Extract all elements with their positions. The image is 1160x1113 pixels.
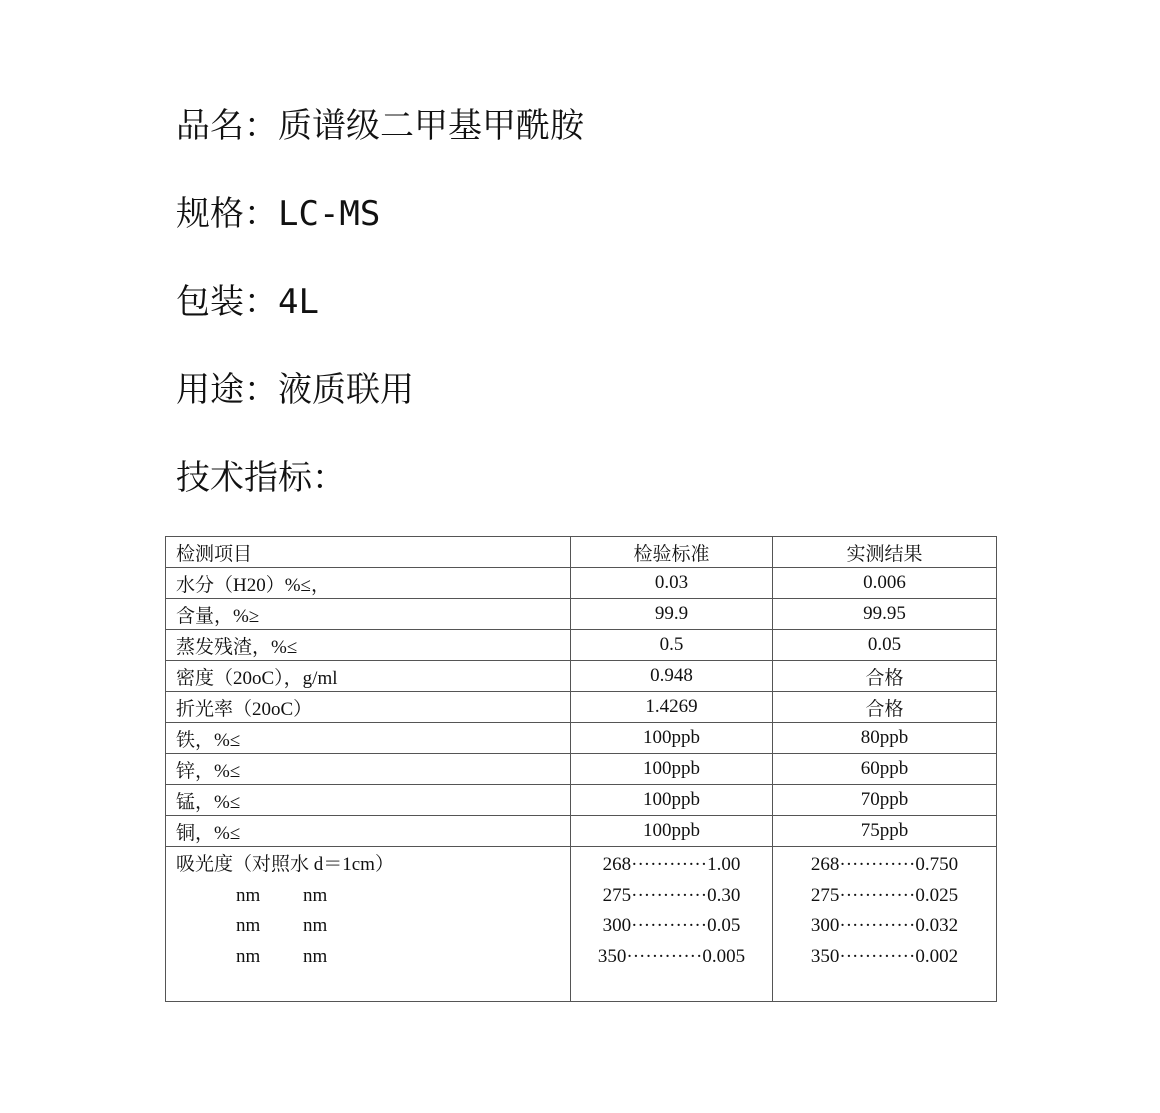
row-standard: 99.9 [571, 599, 773, 630]
package-line [176, 280, 319, 324]
row-standard: 100ppb [571, 754, 773, 785]
nm-unit: nm [236, 915, 261, 936]
row-standard: 1.4269 [571, 692, 773, 723]
table-row [166, 630, 997, 661]
technical-spec-heading: 技术指标： [176, 458, 346, 498]
absorbance-standard-value: 350············0.005 [597, 945, 746, 967]
table-row [166, 692, 997, 723]
nm-unit: nm [303, 884, 328, 906]
row-item: 铜，%≤ [166, 816, 571, 847]
header-result: 实测结果 [773, 537, 997, 568]
absorbance-standard [571, 847, 773, 1002]
absorbance-standard-value: 275············0.30 [602, 884, 741, 906]
row-result: 75ppb [773, 816, 997, 847]
row-result: 0.05 [773, 630, 997, 661]
nm-unit: nm [236, 884, 261, 906]
nm-unit: nm [236, 945, 261, 967]
header-item: 检测项目 [166, 537, 571, 568]
row-standard: 100ppb [571, 723, 773, 754]
table-row [166, 754, 997, 785]
product-name-label: 品名： [176, 106, 278, 146]
row-result: 80ppb [773, 723, 997, 754]
nm-line [176, 881, 570, 912]
row-result: 合格 [773, 661, 997, 692]
absorbance-result-value: 300············0.032 [810, 915, 959, 936]
row-item: 水分（H20）%≤， [166, 568, 571, 599]
nm-unit: nm [303, 915, 328, 936]
row-item: 密度（20oC），g/ml [166, 661, 571, 692]
table-row [166, 723, 997, 754]
header-standard: 检验标准 [571, 537, 773, 568]
row-standard: 0.948 [571, 661, 773, 692]
table-row [166, 816, 997, 847]
package-value: 4L [278, 282, 319, 322]
absorbance-result-value: 268············0.750 [810, 854, 959, 875]
table-row [166, 785, 997, 816]
absorbance-result-value: 350············0.002 [810, 945, 959, 967]
row-item: 含量，%≥ [166, 599, 571, 630]
row-standard: 100ppb [571, 816, 773, 847]
row-item: 铁，%≤ [166, 723, 571, 754]
absorbance-result-value: 275············0.025 [810, 884, 959, 906]
table-row [166, 661, 997, 692]
row-item: 锰，%≤ [166, 785, 571, 816]
table-header-row [166, 537, 997, 568]
table-row [166, 599, 997, 630]
row-result: 60ppb [773, 754, 997, 785]
nm-unit: nm [303, 945, 328, 967]
row-standard: 100ppb [571, 785, 773, 816]
package-label: 包装： [176, 282, 278, 322]
row-result: 99.95 [773, 599, 997, 630]
usage-label: 用途： [176, 370, 278, 410]
absorbance-standard-value: 300············0.05 [602, 915, 741, 936]
specification-line [176, 192, 380, 236]
specification-label: 规格： [176, 194, 278, 234]
absorbance-label: 吸光度（对照水 d＝1cm） [176, 854, 394, 875]
product-name-value: 质谱级二甲基甲酰胺 [278, 106, 584, 146]
row-result: 合格 [773, 692, 997, 723]
nm-line [176, 942, 570, 973]
absorbance-row [166, 847, 997, 1002]
row-result: 0.006 [773, 568, 997, 599]
product-name-line [176, 104, 584, 148]
spec-table [165, 536, 997, 1002]
row-result: 70ppb [773, 785, 997, 816]
nm-line [176, 911, 570, 942]
table-row [166, 568, 997, 599]
row-item: 锌，%≤ [166, 754, 571, 785]
row-standard: 0.03 [571, 568, 773, 599]
specification-value: LC-MS [278, 194, 381, 234]
usage-value: 液质联用 [278, 370, 414, 410]
usage-line [176, 368, 414, 412]
row-item: 蒸发残渣，%≤ [166, 630, 571, 661]
absorbance-standard-value: 268············1.00 [602, 854, 741, 875]
row-item: 折光率（20oC） [166, 692, 571, 723]
absorbance-item [166, 847, 571, 1002]
row-standard: 0.5 [571, 630, 773, 661]
absorbance-result [773, 847, 997, 1002]
